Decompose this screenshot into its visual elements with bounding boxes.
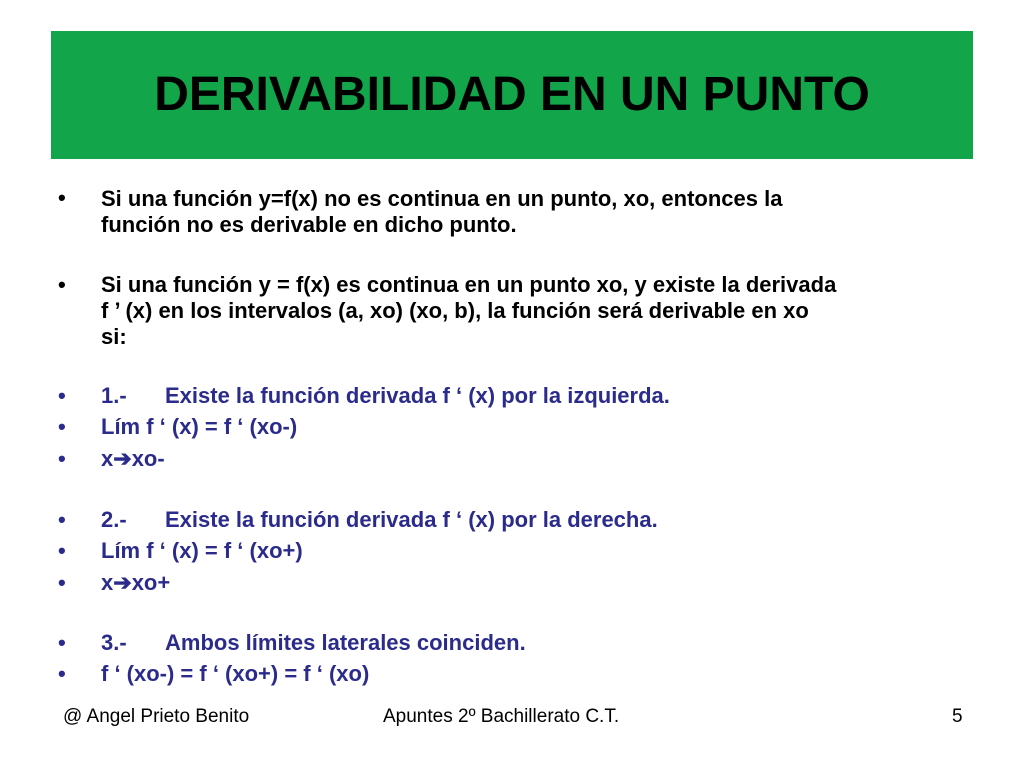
approach-variable: x xyxy=(101,570,114,595)
bullet-marker: • xyxy=(58,570,66,595)
slide-title: DERIVABILIDAD EN UN PUNTO xyxy=(154,68,870,121)
paragraph-line: función no es derivable en dicho punto. xyxy=(101,212,517,237)
bullet-marker: • xyxy=(58,630,66,655)
footer-page-number: 5 xyxy=(952,706,963,727)
condition-text: Ambos límites laterales coinciden. xyxy=(165,630,526,655)
paragraph-line: f ’ (x) en los intervalos (a, xo) (xo, b), la función será derivable en xo xyxy=(101,298,809,323)
paragraph-line: Si una función y = f(x) es continua en un punto xo, y existe la derivada xyxy=(101,272,837,297)
paragraph-line: si: xyxy=(101,324,127,349)
right-arrow-icon: ➔ xyxy=(113,570,132,595)
footer-author: @ Angel Prieto Benito xyxy=(63,706,250,727)
approach-target: xo- xyxy=(131,446,165,471)
bullet-marker: • xyxy=(58,507,66,532)
bullet-marker: • xyxy=(58,272,66,297)
bullet-marker: • xyxy=(58,446,66,471)
paragraph-derivability xyxy=(101,272,971,350)
condition-3 xyxy=(101,630,971,656)
approach-target: xo+ xyxy=(131,570,171,595)
condition-1 xyxy=(101,383,971,409)
footer-course: Apuntes 2º Bachillerato C.T. xyxy=(383,706,620,727)
paragraph-line: Si una función y=f(x) no es continua en un punto, xo, entonces la xyxy=(101,186,783,211)
condition-2 xyxy=(101,507,971,533)
bullet-marker: • xyxy=(58,661,66,686)
condition-3-equality: f ‘ (xo-) = f ‘ (xo+) = f ‘ (xo) xyxy=(101,661,370,686)
condition-1-approach xyxy=(101,446,971,472)
bullet-marker: • xyxy=(58,538,66,563)
condition-number: 3.- xyxy=(101,630,127,655)
bullet-marker: • xyxy=(58,414,66,439)
bullet-marker: • xyxy=(58,383,66,408)
condition-2-approach xyxy=(101,570,971,596)
bullet-marker: • xyxy=(58,185,66,210)
paragraph-continuity xyxy=(101,186,971,238)
title-bar xyxy=(51,31,973,159)
right-arrow-icon: ➔ xyxy=(113,446,132,471)
condition-1-limit: Lím f ‘ (x) = f ‘ (xo-) xyxy=(101,414,298,439)
condition-2-limit: Lím f ‘ (x) = f ‘ (xo+) xyxy=(101,538,303,563)
condition-text: Existe la función derivada f ‘ (x) por la derecha. xyxy=(165,507,658,532)
condition-number: 1.- xyxy=(101,383,127,408)
condition-number: 2.- xyxy=(101,507,127,532)
approach-variable: x xyxy=(101,446,114,471)
condition-text: Existe la función derivada f ‘ (x) por la izquierda. xyxy=(165,383,670,408)
